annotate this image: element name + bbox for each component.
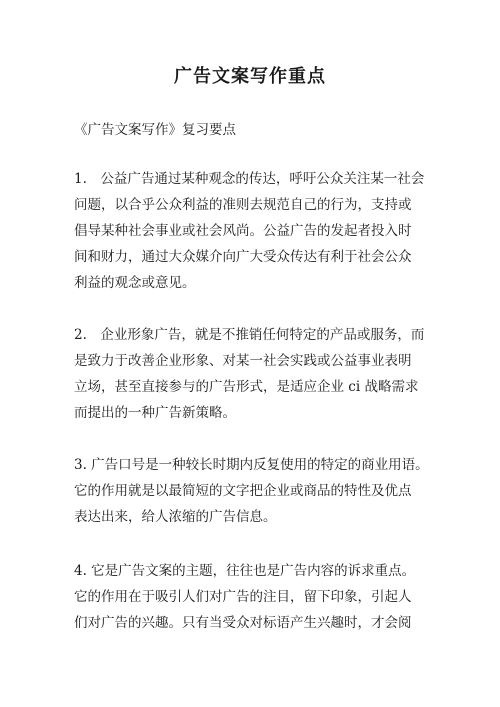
- paragraph-line: 利益的观念或意见。: [74, 275, 196, 291]
- paragraph-line: 3. 广告口号是一种较长时期内反复使用的特定的商业用语。: [74, 457, 429, 473]
- paragraph-line: 间和财力，通过大众媒介向广大受众传达有利于社会公众: [74, 249, 412, 265]
- paragraph-line: 表达出来，给人浓缩的广告信息。: [74, 509, 277, 525]
- paragraph-line: 倡导某种社会事业或社会风尚。公益广告的发起者投入时: [74, 223, 412, 239]
- paragraph-line: 1. 公益广告通过某种观念的传达，呼吁公众关注某一社会: [74, 171, 425, 187]
- paragraph-line: 们对广告的兴趣。只有当受众对标语产生兴趣时，才会阅: [74, 615, 412, 631]
- paragraph-line: 它的作用就是以最简短的文字把企业或商品的特性及优点: [74, 483, 412, 499]
- paragraph-4: [74, 558, 434, 636]
- paragraph-line: 而提出的一种广告新策略。: [74, 405, 236, 421]
- paragraph-line: 它的作用在于吸引人们对广告的注目，留下印象，引起人: [74, 589, 412, 605]
- document-subtitle: 《广告文案写作》复习要点: [74, 122, 236, 138]
- paragraph-line: 立场，甚至直接参与的广告形式，是适应企业 ci 战略需求: [74, 379, 419, 395]
- paragraph-line: 问题，以合乎公众利益的准则去规范自己的行为，支持或: [74, 197, 412, 213]
- paragraph-line: 是致力于改善企业形象、对某一社会实践或公益事业表明: [74, 353, 412, 369]
- paragraph-1: [74, 166, 434, 296]
- paragraph-3: [74, 452, 434, 530]
- paragraph-line: 2. 企业形象广告，就是不推销任何特定的产品或服务，而: [74, 327, 425, 343]
- paragraph-2: [74, 322, 434, 426]
- document-title: 广告文案写作重点: [174, 66, 326, 87]
- paragraph-line: 4. 它是广告文案的主题，往往也是广告内容的诉求重点。: [74, 563, 416, 579]
